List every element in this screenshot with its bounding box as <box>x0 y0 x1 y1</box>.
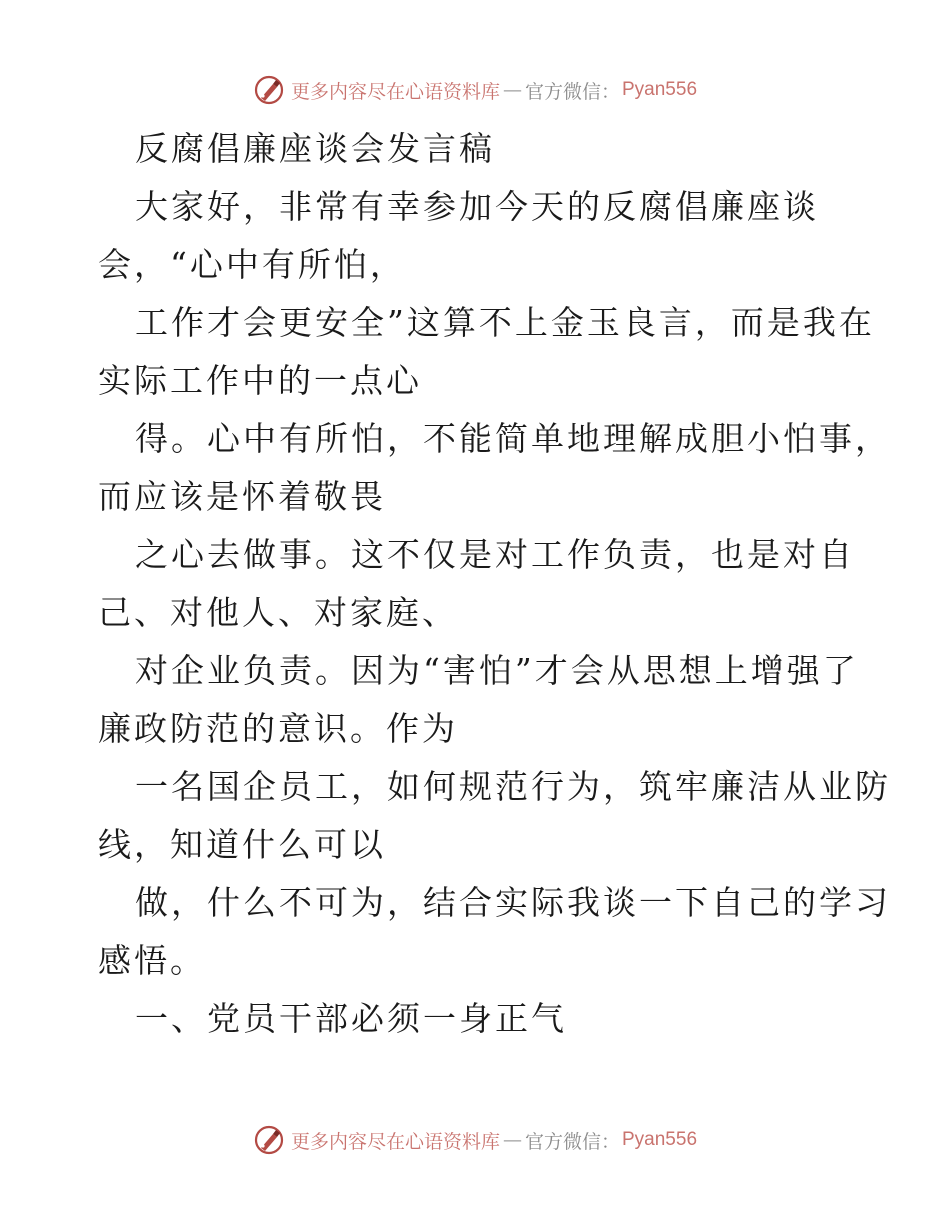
paragraph-line: 己、对他人、对家庭、 <box>98 593 458 632</box>
paragraph-line: 得。心中有所怕，不能简单地理解成胆小怕事， <box>135 419 891 458</box>
banner-wechat-id: Pyan556 <box>622 79 698 100</box>
paragraph-line: 而应该是怀着敬畏 <box>98 477 386 516</box>
paragraph-line: 之心去做事。这不仅是对工作负责，也是对自 <box>135 535 855 574</box>
footer-banner <box>0 1120 950 1160</box>
pen-logo-icon <box>253 74 285 106</box>
banner-official-label: 官方微信： <box>524 80 620 103</box>
header-banner <box>0 70 950 110</box>
paragraph-line: 会，“心中有所怕， <box>98 245 406 284</box>
paragraph-line: 线，知道什么可以 <box>98 825 386 864</box>
paragraph-line: 工作才会更安全”这算不上金玉良言，而是我在 <box>135 303 875 342</box>
paragraph-line: 感悟。 <box>98 941 206 980</box>
banner-separator: — <box>502 79 522 101</box>
paragraph-line: 做，什么不可为，结合实际我谈一下自己的学习 <box>135 883 891 922</box>
footer-banner-content <box>253 1124 697 1156</box>
document-title: 反腐倡廉座谈会发言稿 <box>135 129 495 168</box>
paragraph-line: 一名国企员工，如何规范行为，筑牢廉洁从业防 <box>135 767 891 806</box>
paragraph-line: 大家好，非常有幸参加今天的反腐倡廉座谈 <box>135 187 819 226</box>
pen-logo-icon <box>253 1124 285 1156</box>
paragraph-line: 实际工作中的一点心 <box>98 361 422 400</box>
banner-promo-text: 更多内容尽在心语资料库 <box>290 80 500 103</box>
banner-official-label: 官方微信： <box>524 1130 620 1153</box>
document-body <box>98 120 891 1048</box>
banner-promo-text: 更多内容尽在心语资料库 <box>290 1130 500 1153</box>
banner-wechat-id: Pyan556 <box>622 1129 698 1150</box>
paragraph-line: 对企业负责。因为“害怕”才会从思想上增强了 <box>135 651 859 690</box>
section-heading: 一、党员干部必须一身正气 <box>135 999 567 1038</box>
banner-separator: — <box>502 1129 522 1151</box>
paragraph-line: 廉政防范的意识。作为 <box>98 709 458 748</box>
header-banner-content <box>253 74 697 106</box>
